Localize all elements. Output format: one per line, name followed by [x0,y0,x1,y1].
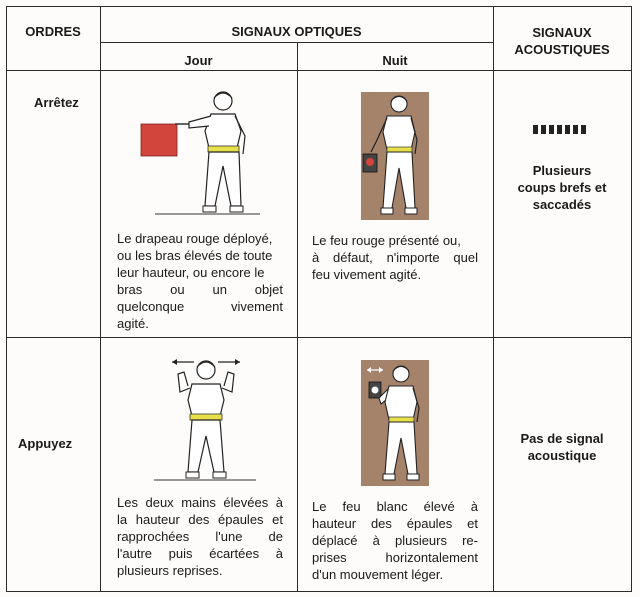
acou-line: acoustique [527,448,597,463]
red-flag [141,124,177,156]
desc-line: prises horizontalement [312,550,478,565]
acoustic-short-blasts-icon [533,125,586,134]
header-acoustiques-line2: ACOUSTIQUES [514,42,610,57]
figure-nuit-lantern [361,92,429,220]
desc-line: à défaut, n'importe quel [312,250,478,265]
jour-desc-arretez [117,230,283,332]
col-divider-1 [100,6,101,592]
desc-line-spaced: quelconque vivement [117,299,283,314]
desc-line: la hauteur des épaules et [117,512,283,527]
header-signaux-optiques: SIGNAUX OPTIQUES [231,24,362,39]
desc-line: Les deux mains élevées à [117,495,283,510]
nuit-desc-arretez [312,232,478,283]
col-divider-3 [493,6,494,592]
col-divider-2 [297,42,298,592]
acoustique-appuyez [493,430,631,464]
desc-line: leur hauteur, ou encore le [117,265,265,280]
acou-line: Pas de signal [520,431,604,446]
jour-desc-appuyez [117,494,283,579]
desc-line: Le feu blanc élevé à [312,499,478,514]
figure-jour-hands [150,352,260,484]
desc-line: déplacé à plusieurs re- [312,533,478,548]
header-acoustiques-line1: SIGNAUX [532,25,592,40]
desc-line: l'autre puis écartées à [117,546,283,561]
acou-line: saccadés [532,197,592,212]
ordre-appuyez: Appuyez [18,436,73,451]
desc-line: rapprochées l'une de [117,529,283,544]
acou-line: Plusieurs [532,163,592,178]
subheader-nuit: Nuit [382,53,408,68]
figure-nuit-white-light [361,360,429,486]
table-left-border [6,6,7,592]
table-right-border [631,6,632,592]
acoustique-arretez [493,162,631,213]
subheader-jour: Jour [184,53,213,68]
desc-line: Le feu rouge présenté ou, [312,233,461,248]
desc-line: d'un mouvement léger. [312,567,444,582]
ordre-arretez: Arrêtez [34,95,79,110]
desc-line: feu vivement agité. [312,267,422,282]
desc-line: hauteur des épaules et [312,516,478,531]
header-signaux-acoustiques [493,24,631,58]
desc-line-spaced: bras ou un objet [117,282,283,297]
acou-line: coups brefs et [517,180,607,195]
desc-line: ou les bras élevés de toute [117,248,273,263]
desc-line: Le drapeau rouge déployé, [117,231,273,246]
desc-line: plusieurs reprises. [117,563,223,578]
desc-line: agité. [117,316,149,331]
nuit-desc-appuyez [312,498,478,583]
header-ordres: ORDRES [25,24,81,39]
figure-jour-flag [135,86,265,218]
